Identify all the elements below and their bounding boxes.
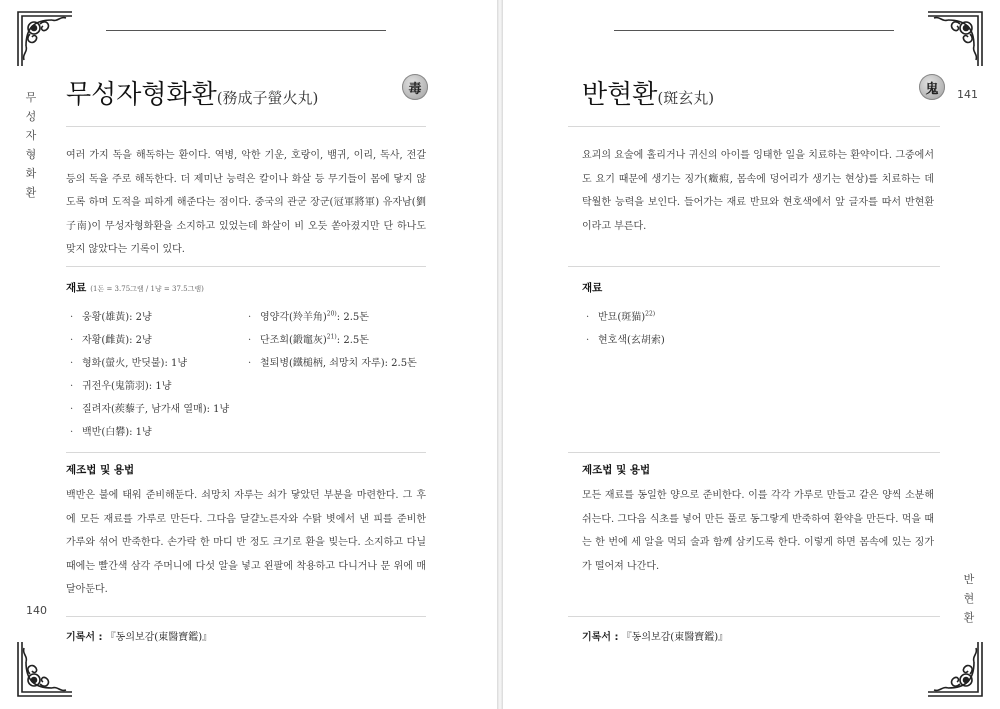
side-tab-char: 환 — [963, 611, 975, 624]
top-rule-right — [614, 30, 894, 31]
footnote-ref: 22) — [645, 310, 656, 318]
ingredient-item: · 백반(白礬): 1냥 — [70, 427, 152, 438]
ingredient-item: · 웅황(雄黃): 2냥 — [70, 312, 152, 323]
side-tab-char: 성 — [25, 110, 37, 123]
ingredient-item: · 질려자(蒺藜子, 남가새 열매): 1냥 — [70, 404, 230, 415]
title-hanja: (務成子螢火丸) — [216, 89, 319, 107]
top-rule-left — [106, 30, 386, 31]
page-number-left: 140 — [26, 604, 47, 617]
title-text: 무성자형화환 — [66, 80, 217, 110]
footnote-ref: 20) — [326, 310, 337, 318]
recipe-title-left — [66, 74, 318, 111]
method-heading-right: 제조법 및 용법 — [582, 464, 651, 476]
ornament-corner-bottom-left — [16, 640, 74, 698]
source-left — [66, 628, 212, 643]
source-text: 『동의보감(東醫寶鑑)』 — [105, 632, 213, 643]
footnote-ref: 21) — [326, 333, 337, 341]
poison-seal-icon — [402, 74, 428, 100]
side-tab-char: 환 — [25, 186, 37, 199]
side-tab-char: 현 — [963, 592, 975, 605]
source-text: 『동의보감(東醫寶鑑)』 — [621, 632, 729, 643]
divider — [66, 452, 426, 453]
divider — [568, 616, 940, 617]
divider — [568, 126, 940, 127]
unit-note: (1돈 = 3.75그램 / 1냥 = 37.5그램) — [90, 285, 204, 293]
divider — [66, 126, 426, 127]
materials-heading-left — [66, 280, 204, 295]
intro-paragraph-right: 요괴의 요술에 홀리거나 귀신의 아이를 잉태한 일을 치료하는 환약이다. 그중에서도 요기 때문에 생기는 징가(癥瘕, 몸속에 덩어리가 생기는 현상)를 치료하는 데 탁월한 능력을 보인다. 들어가는 재료 반묘와 현호색에서 앞 글자를 따서 반현환이라고 부른다. — [582, 150, 934, 232]
ghost-seal-icon — [919, 74, 945, 100]
source-label: 기록서 : — [66, 632, 103, 643]
divider — [568, 266, 940, 267]
divider — [568, 452, 940, 453]
method-paragraph-right: 모든 재료를 동일한 양으로 준비한다. 이를 각각 가루로 만들고 같은 양씩 소분해 쉬는다. 그다음 식초를 넣어 만든 풀로 동그랗게 반죽하여 환약을 만든다. 먹을 때는 한 번에 세 알을 먹되 술과 함께 삼키도록 한다. 이렇게 하면 몸속에 있는 징가가 떨어져 나간다. — [582, 490, 934, 572]
method-heading-left: 제조법 및 용법 — [66, 464, 135, 476]
source-label: 기록서 : — [582, 632, 619, 643]
title-hanja: (斑玄丸) — [657, 89, 715, 107]
ornament-corner-top-right — [926, 10, 984, 68]
book-gutter — [497, 0, 503, 709]
ingredient-item: · 단조회(鍛竈灰)$^{21)}$: 2.5돈 — [248, 333, 369, 346]
recipe-title-right — [582, 74, 714, 111]
divider — [66, 266, 426, 267]
ingredient-item: · 철퇴병(鐵槌柄, 쇠망치 자루): 2.5돈 — [248, 358, 417, 369]
seal-char: 毒 — [408, 81, 422, 97]
side-tab-char: 형 — [25, 148, 37, 161]
ornament-corner-bottom-right — [926, 640, 984, 698]
ingredient-item: · 자황(雌黃): 2냥 — [70, 335, 152, 346]
seal-char: 鬼 — [925, 81, 939, 97]
ingredient-item: · 현호색(玄胡索) — [586, 335, 665, 346]
ingredient-item: · 귀전우(鬼箭羽): 1냥 — [70, 381, 172, 392]
title-text: 반현환 — [582, 80, 658, 110]
ingredient-item: · 반묘(斑猫)$^{22)}$ — [586, 310, 656, 323]
intro-paragraph-left: 여러 가지 독을 해독하는 환이다. 역병, 악한 기운, 호랑이, 뱀귀, 이리, 독사, 전갈 등의 독을 주로 해독한다. 더 제미난 능력은 칼이나 화살 등 무기들이 몸에 닿지 않도록 하며 도적을 피하게 해준다는 점이다. 중국의 관군 장군(冠軍將軍) 유자남(劉子南)이 무성자형화환을 소지하고 있었는데 화살이 비 오듯 쏟아졌지만 단 하나도 맞지 않았다는 기록이 있다. — [66, 150, 426, 255]
side-tab-char: 반 — [963, 573, 975, 586]
materials-heading-right: 재료 — [582, 282, 603, 294]
side-tab-char: 자 — [25, 129, 37, 142]
source-right — [582, 628, 728, 643]
method-paragraph-left: 백반은 불에 태워 준비해둔다. 쇠망치 자루는 쇠가 닿았던 부분을 마련한다. 그 후에 모든 재료를 가루로 만든다. 그다음 달걀노른자와 수탉 볏에서 낸 피를 준비한 가루와 섞어 반죽한다. 손가락 한 마디 반 정도 크기로 환을 빚는다. 소지하고 다닐 때에는 빨간색 삼각 주머니에 다섯 알을 넣고 왼팔에 착용하고 다니거나 문 위에 매달아둔다. — [66, 490, 426, 595]
ingredient-item: · 영양각(羚羊角)$^{20)}$: 2.5돈 — [248, 310, 369, 323]
ingredient-item: · 형화(螢火, 반딧불): 1냥 — [70, 358, 188, 369]
materials-heading-text: 재료 — [66, 282, 87, 294]
side-tab-char: 무 — [25, 91, 37, 104]
page-number-right: 141 — [957, 88, 978, 101]
ornament-corner-top-left — [16, 10, 74, 68]
divider — [66, 616, 426, 617]
side-tab-char: 화 — [25, 167, 37, 180]
